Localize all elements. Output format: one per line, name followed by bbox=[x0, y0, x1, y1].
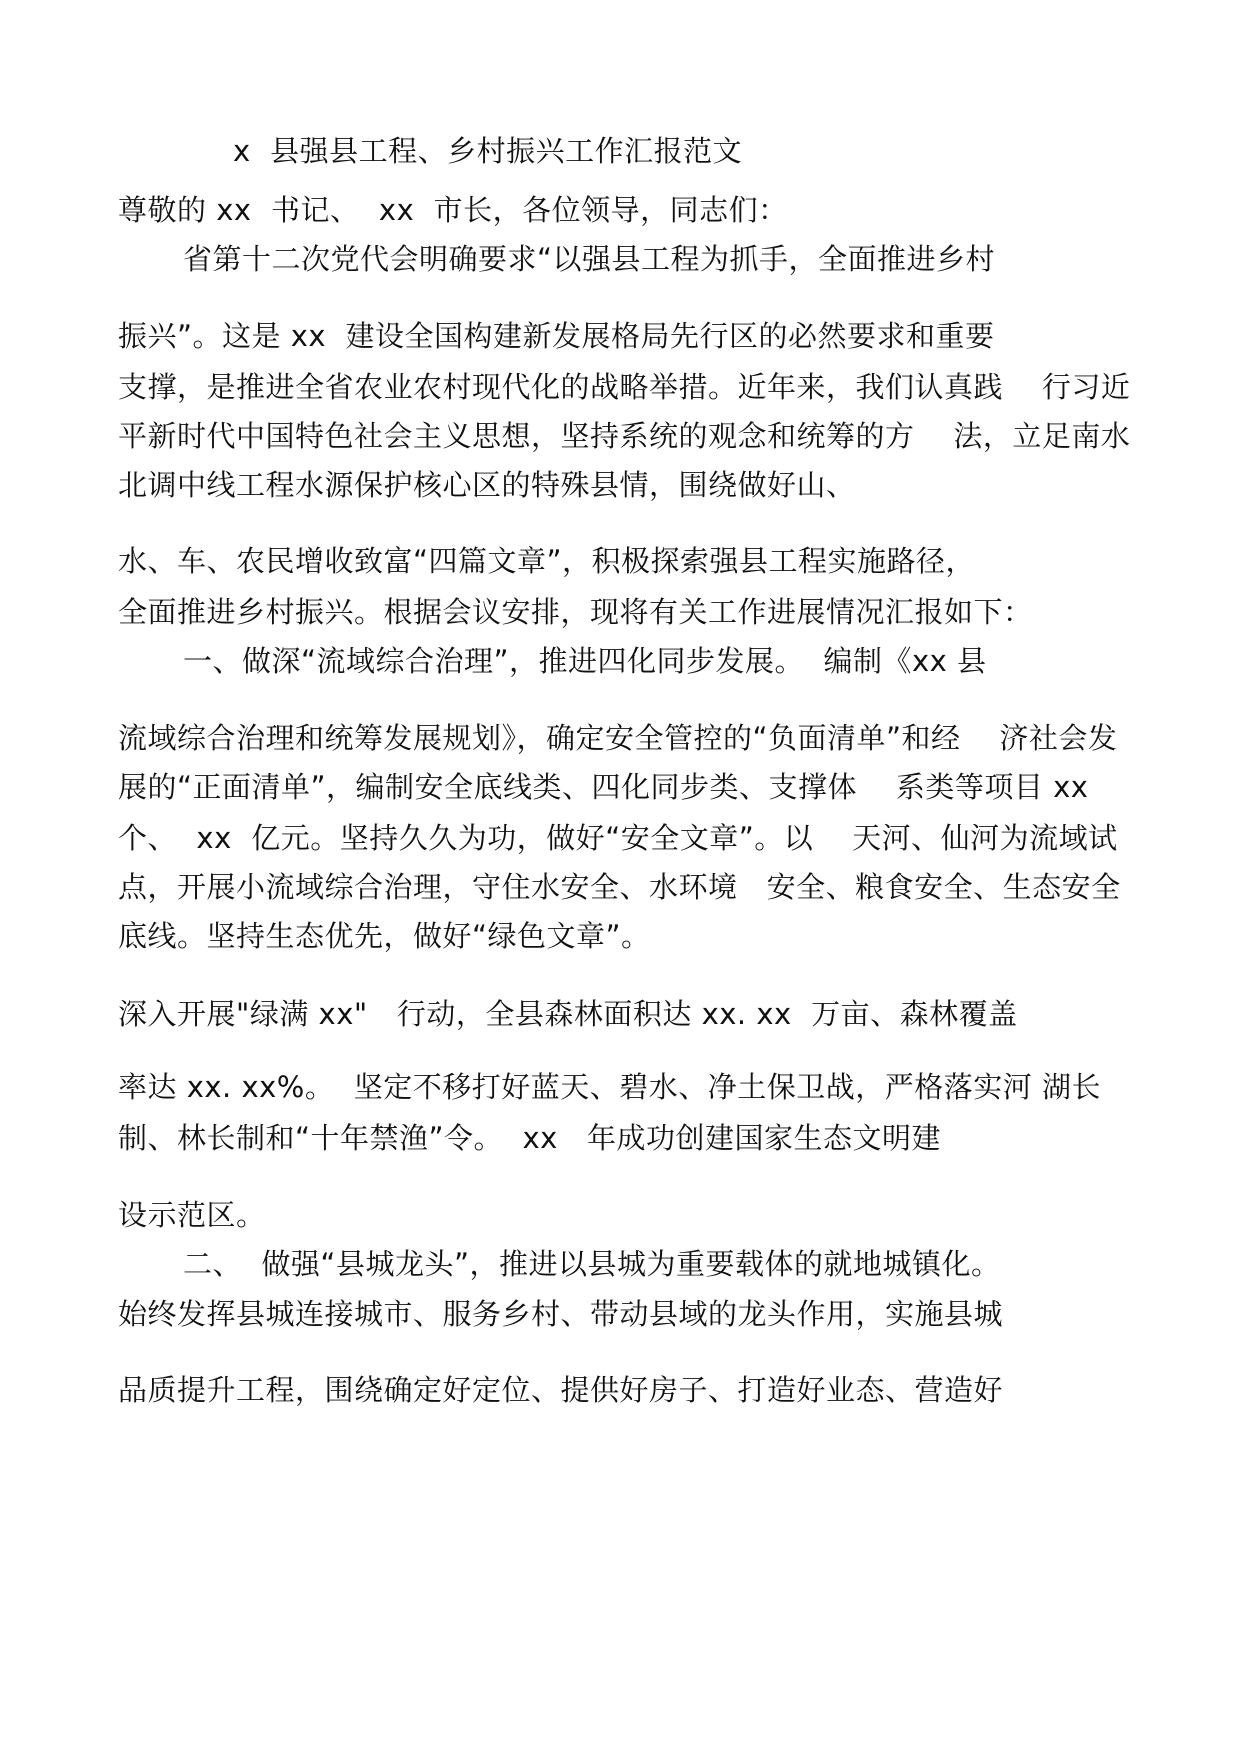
paragraph-line: 品质提升工程，围绕确定好定位、提供好房子、打造好业态、营造好 bbox=[118, 1373, 1004, 1407]
salutation: 尊敬的 xx 书记、 xx 市长，各位领导，同志们： bbox=[118, 193, 788, 227]
paragraph-line: 振兴”。这是 xx 建设全国构建新发展格局先行区的必然要求和重要 bbox=[118, 319, 995, 353]
paragraph-line: 设示范区。 bbox=[118, 1198, 266, 1232]
paragraph-line: 深入开展"绿满 xx" 行动，全县森林面积达 xx. xx 万亩、森林覆盖 bbox=[118, 997, 1018, 1031]
section-heading-1: 一、做深“流域综合治理”，推进四化同步发展。 编制《xx 县 bbox=[183, 644, 987, 678]
paragraph-line: 制、林长制和“十年禁渔”令。 xx 年成功创建国家生态文明建 bbox=[118, 1121, 941, 1155]
paragraph-line: 流域综合治理和统筹发展规划》，确定安全管控的“负面清单”和经 济社会发 bbox=[118, 721, 1118, 755]
paragraph-line: 支撑，是推进全省农业农村现代化的战略举措。近年来，我们认真践 行习近 bbox=[118, 370, 1131, 404]
paragraph-line: 个、 xx 亿元。坚持久久为功，做好“安全文章”。以 天河、仙河为流域试 bbox=[118, 821, 1118, 855]
paragraph-line: 省第十二次党代会明确要求“以强县工程为抓手，全面推进乡村 bbox=[183, 242, 996, 276]
paragraph-line: 率达 xx. xx%。 坚定不移打好蓝天、碧水、净土保卫战，严格落实河 湖长 bbox=[118, 1070, 1102, 1104]
paragraph-line: 平新时代中国特色社会主义思想，坚持系统的观念和统筹的方 法，立足南水 bbox=[118, 419, 1131, 453]
section-heading-2: 二、 做强“县城龙头”，推进以县城为重要载体的就地城镇化。 bbox=[183, 1247, 1001, 1281]
paragraph-line: 展的“正面清单”，编制安全底线类、四化同步类、支撑体 系类等项目 xx bbox=[118, 770, 1089, 804]
paragraph-line: 全面推进乡村振兴。根据会议安排，现将有关工作进展情况汇报如下： bbox=[118, 595, 1033, 629]
paragraph-line: 水、车、农民增收致富“四篇文章”，积极探索强县工程实施路径， bbox=[118, 544, 976, 578]
document-title: x 县强县工程、乡村振兴工作汇报范文 bbox=[233, 134, 743, 168]
paragraph-line: 北调中线工程水源保护核心区的特殊县情，围绕做好山、 bbox=[118, 468, 856, 502]
paragraph-line: 始终发挥县城连接城市、服务乡村、带动县域的龙头作用，实施县城 bbox=[118, 1297, 1004, 1331]
paragraph-line: 点，开展小流域综合治理，守住水安全、水环境 安全、粮食安全、生态安全 bbox=[118, 870, 1121, 904]
paragraph-line: 底线。坚持生态优先，做好“绿色文章”。 bbox=[118, 919, 651, 953]
